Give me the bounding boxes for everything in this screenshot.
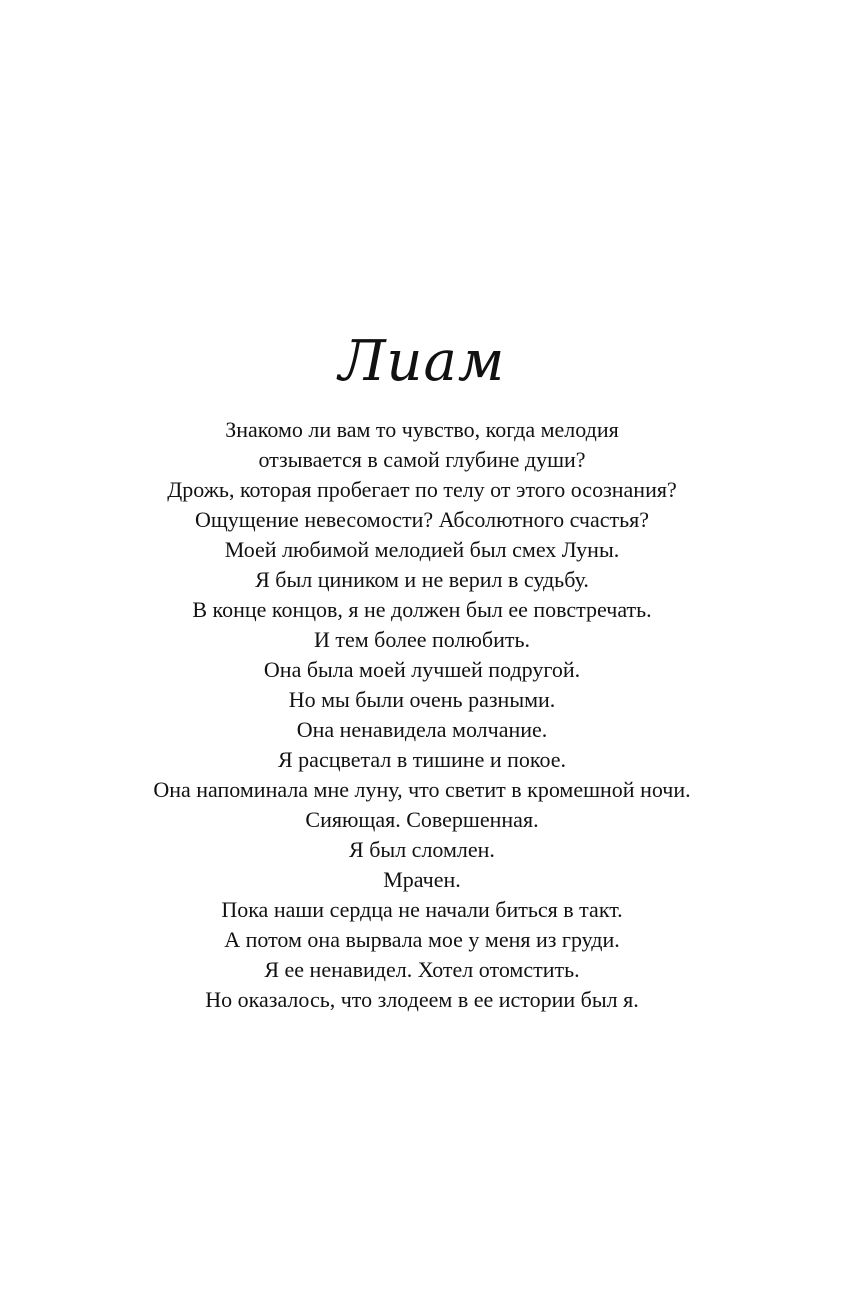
verse-line: Знакомо ли вам то чувство, когда мелодия xyxy=(225,417,619,442)
verse-block xyxy=(0,415,844,1015)
verse-line: Пока наши сердца не начали биться в такт. xyxy=(221,897,623,922)
verse-line: Я был сломлен. xyxy=(349,837,495,862)
verse-line: Она напоминала мне луну, что светит в кромешной ночи. xyxy=(153,777,691,802)
verse-line: Она была моей лучшей подругой. xyxy=(263,657,581,682)
chapter-heading: Лиам xyxy=(338,329,506,394)
verse-line: Ощущение невесомости? Абсолютного счастья? xyxy=(194,507,650,532)
verse-line: Но мы были очень разными. xyxy=(288,687,556,712)
verse-line: Мрачен. xyxy=(383,867,461,892)
verse-line: отзывается в самой глубине души? xyxy=(258,447,586,472)
verse-line: Сияющая. Совершенная. xyxy=(305,807,539,832)
verse-line: Дрожь, которая пробегает по телу от этого осознания? xyxy=(167,477,677,502)
verse-line: Я ее ненавидел. Хотел отомстить. xyxy=(264,957,580,982)
verse-line: Но оказалось, что злодеем в ее истории был я. xyxy=(205,987,639,1012)
verse-line: Моей любимой мелодией был смех Луны. xyxy=(224,537,620,562)
verse-line: Я расцветал в тишине и покое. xyxy=(278,747,566,772)
verse-line: А потом она вырвала мое у меня из груди. xyxy=(224,927,620,952)
verse-line: И тем более полюбить. xyxy=(313,627,531,652)
verse-line: Она ненавидела молчание. xyxy=(296,717,548,742)
verse-line: В конце концов, я не должен был ее повстречать. xyxy=(192,597,652,622)
verse-line: Я был циником и не верил в судьбу. xyxy=(255,567,589,592)
